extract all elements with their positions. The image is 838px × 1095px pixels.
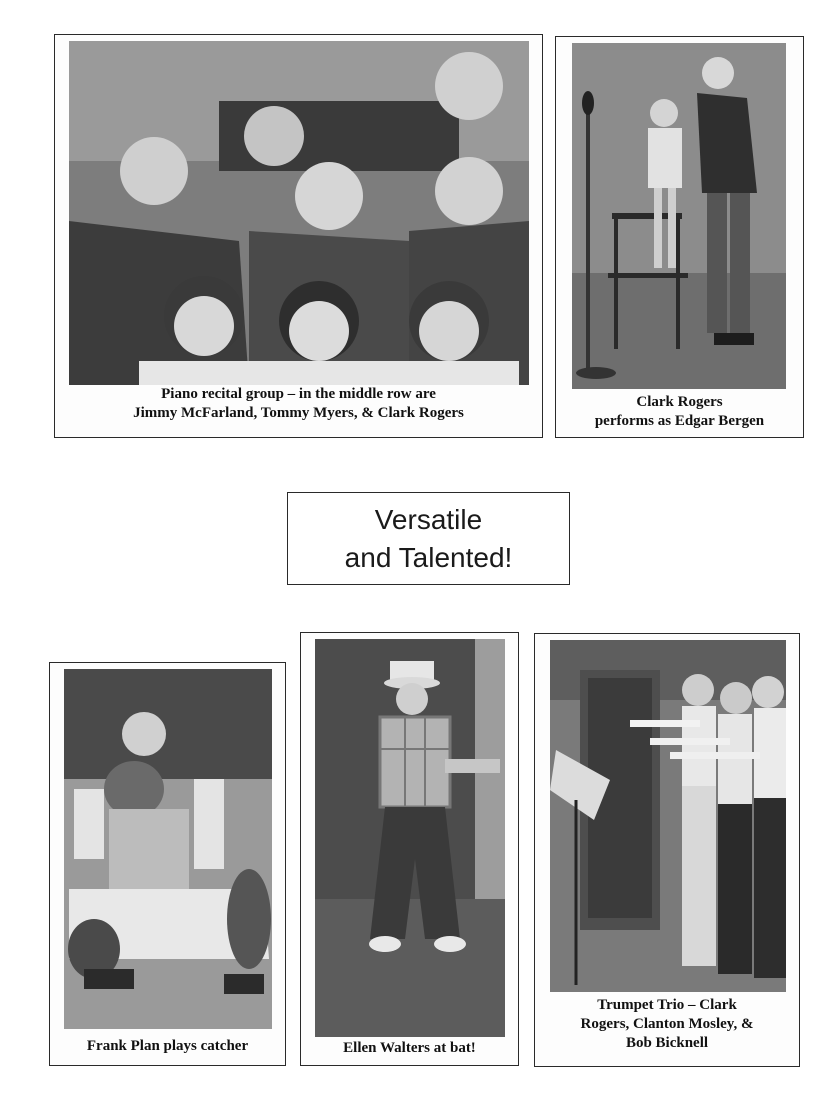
catcher-photo [64,669,272,1029]
recital-group-photo [69,41,529,385]
ventriloquist-photo [572,43,786,389]
ventriloquist-caption: Clark Rogers performs as Edgar Bergen [594,394,765,429]
batter-photo-card [300,632,519,1066]
trumpet-caption: Trumpet Trio – Clark Rogers, Clanton Mosley, & Bob Bicknell [580,997,754,1051]
title-line-2: and Talented! [344,542,513,573]
batter-photo [315,639,505,1037]
page-title [287,492,570,585]
batter-caption: Ellen Walters at bat! [343,1040,476,1056]
recital-caption: Piano recital group – in the middle row are Jimmy McFarland, Tommy Myers, & Clark Rogers [133,386,464,421]
trumpet-photo-card [534,633,800,1067]
title-line-1: Versatile [374,504,483,535]
ventriloquist-photo-card [555,36,804,438]
trumpet-trio-photo [550,640,786,992]
recital-photo-card [54,34,543,438]
catcher-photo-card [49,662,286,1066]
catcher-caption: Frank Plan plays catcher [86,1038,249,1054]
